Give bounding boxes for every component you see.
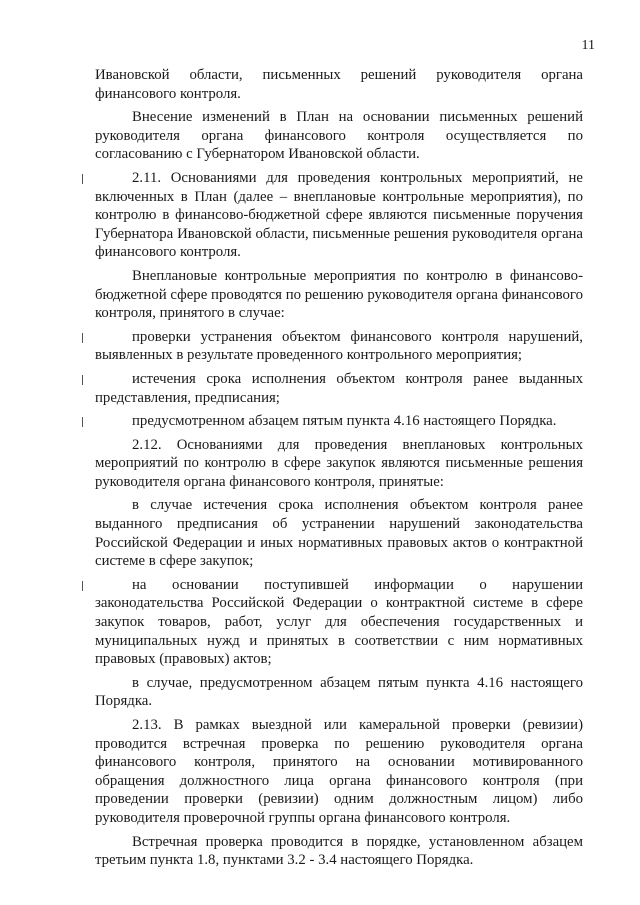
paragraph-7: предусмотренном абзацем пятым пункта 4.16 настоящего Порядка.	[95, 412, 583, 431]
document-body	[95, 66, 583, 870]
paragraph-13: Встречная проверка проводится в порядке, установленном абзацем третьим пункта 1.8, пунктами 3.2 - 3.4 настоящего Порядка.	[95, 833, 583, 869]
paragraph-2: Внесение изменений в План на основании письменных решений руководителя органа финансового контроля осуществляется по согласованию с Губернатором Ивановской области.	[95, 109, 583, 163]
paragraph-11: в случае, предусмотренном абзацем пятым пункта 4.16 настоящего Порядка.	[95, 674, 583, 710]
paragraph-4: Внеплановые контрольные мероприятия по контролю в финансово-бюджетной сфере проводятся по решению руководителя органа финансового контроля, принятого в случае:	[95, 267, 583, 322]
paragraph-2-12: 2.12. Основаниями для проведения внеплановых контрольных мероприятий по контролю в сфере закупок являются письменные решения руководителя органа финансового контроля, принятые:	[95, 436, 583, 490]
paragraph-2-11: 2.11. Основаниями для проведения контрольных мероприятий, не включенных в План (далее – внеплановые контрольные мероприятия), по контролю в финансово-бюджетной сфере являются письменные поручения Губернатора Ивановской области, письменные решения руководителя органа финансового контроля.	[95, 169, 583, 261]
page-number: 11	[581, 38, 595, 53]
paragraph-2-13: 2.13. В рамках выездной или камеральной проверки (ревизии) проводится встречная проверка по решению руководителя органа финансового контроля, принятого на основании мотивированного обращения должностного лица органа финансового контроля (при проведении проверки (ревизии) одним должностным лицом) либо руководителя проверочной группы органа финансового контроля.	[95, 717, 583, 826]
paragraph-10: на основании поступившей информации о нарушении законодательства Российской Федерации о контрактной системе в сфере закупок товаров, работ, услуг для обеспечения государственных и муниципальных нужд и принятых в соответствии с ним нормативных правовых (правовых) актов;	[95, 576, 583, 668]
paragraph-5: проверки устранения объектом финансового контроля нарушений, выявленных в результате проведенного контрольного мероприятия;	[95, 328, 583, 364]
paragraph-9: в случае истечения срока исполнения объектом контроля ранее выданного предписания об устранении нарушений законодательства Российской Федерации и иных нормативных правовых актов о контрактной системе в сфере закупок;	[95, 497, 583, 570]
paragraph-6: истечения срока исполнения объектом контроля ранее выданных представления, предписания;	[95, 370, 583, 406]
paragraph-1: Ивановской области, письменных решений руководителя органа финансового контроля.	[95, 67, 583, 102]
